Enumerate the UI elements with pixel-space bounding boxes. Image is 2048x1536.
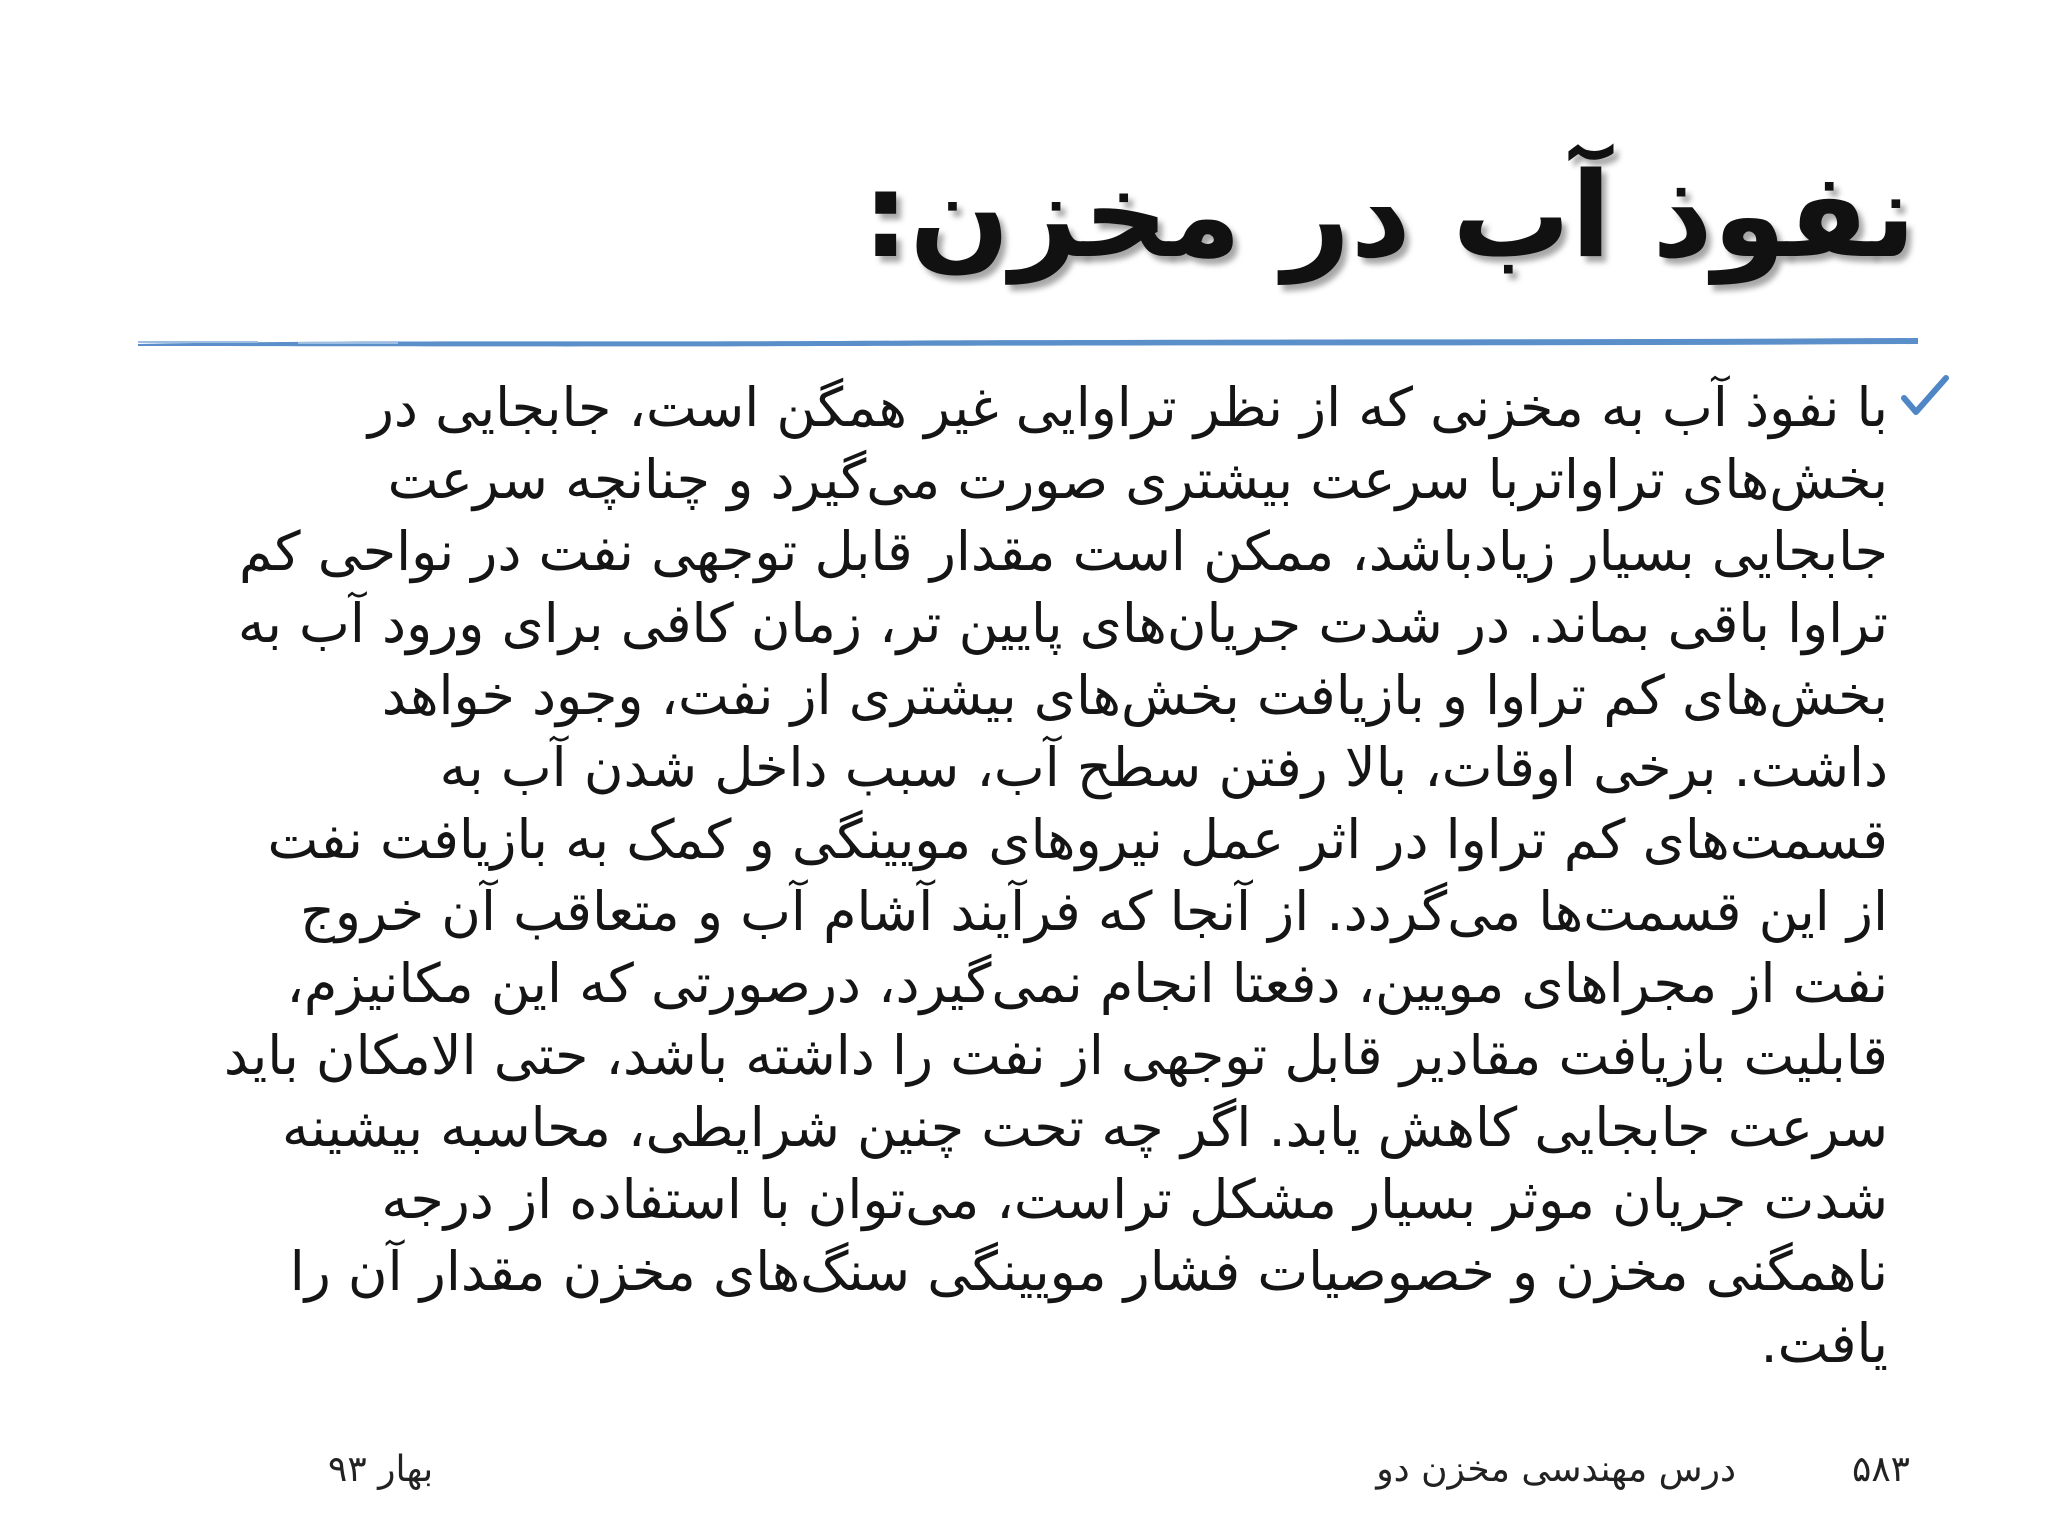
title-divider xyxy=(138,334,1918,352)
paragraph-line: بخش‌های تراواتربا سرعت بیشتری صورت می‌گیرد و چنانچه سرعت xyxy=(387,448,1888,511)
paragraph-line: تراوا باقی بماند. در شدت جریان‌های پایین تر، زمان کافی برای ورود آب به xyxy=(237,592,1888,655)
paragraph-line: ناهمگنی مخزن و خصوصیات فشار مویینگی سنگ‌های مخزن مقدار آن را xyxy=(289,1240,1888,1303)
paragraph-line: نفت از مجراهای مویین، دفعتا انجام نمی‌گیرد، درصورتی که این مکانیزم، xyxy=(286,952,1888,1015)
page-number: ۵۸۳ xyxy=(1851,1449,1910,1490)
paragraph-line: بخش‌های کم تراوا و بازیافت بخش‌های بیشتری از نفت، وجود خواهد xyxy=(381,664,1888,727)
term-label: بهار ۹۳ xyxy=(328,1449,434,1490)
paragraph-line: سرعت جابجایی کاهش یابد. اگر چه تحت چنین شرایطی، محاسبه بیشینه xyxy=(281,1096,1888,1159)
paragraph-line: یافت. xyxy=(1760,1312,1888,1372)
checkmark-icon xyxy=(1900,372,1950,422)
paragraph-line: قسمت‌های کم تراوا در اثر عمل نیروهای مویینگی و کمک به بازیافت نفت xyxy=(267,808,1888,871)
paragraph-line: با نفوذ آب به مخزنی که از نظر تراوایی غیر همگن است، جابجایی در xyxy=(367,376,1888,439)
paragraph-line: از این قسمت‌ها می‌گردد. از آنجا که فرآیند آشام آب و متعاقب آن خروج xyxy=(300,880,1888,943)
paragraph-line: جابجایی بسیار زیادباشد، ممکن است مقدار قابل توجهی نفت در نواحی کم xyxy=(238,520,1888,583)
course-name: درس مهندسی مخزن دو xyxy=(1376,1449,1736,1490)
bullet-paragraph xyxy=(168,372,1888,1372)
paragraph-line: داشت. برخی اوقات، بالا رفتن سطح آب، سبب داخل شدن آب به xyxy=(439,736,1888,799)
paragraph-line: قابلیت بازیافت مقادیر قابل توجهی از نفت را داشته باشد، حتی الامکان باید xyxy=(223,1024,1888,1087)
slide-title: نفوذ آب در مخزن: xyxy=(862,146,1916,284)
paragraph-line: شدت جریان موثر بسیار مشکل تراست، می‌توان با استفاده از درجه xyxy=(381,1168,1888,1231)
